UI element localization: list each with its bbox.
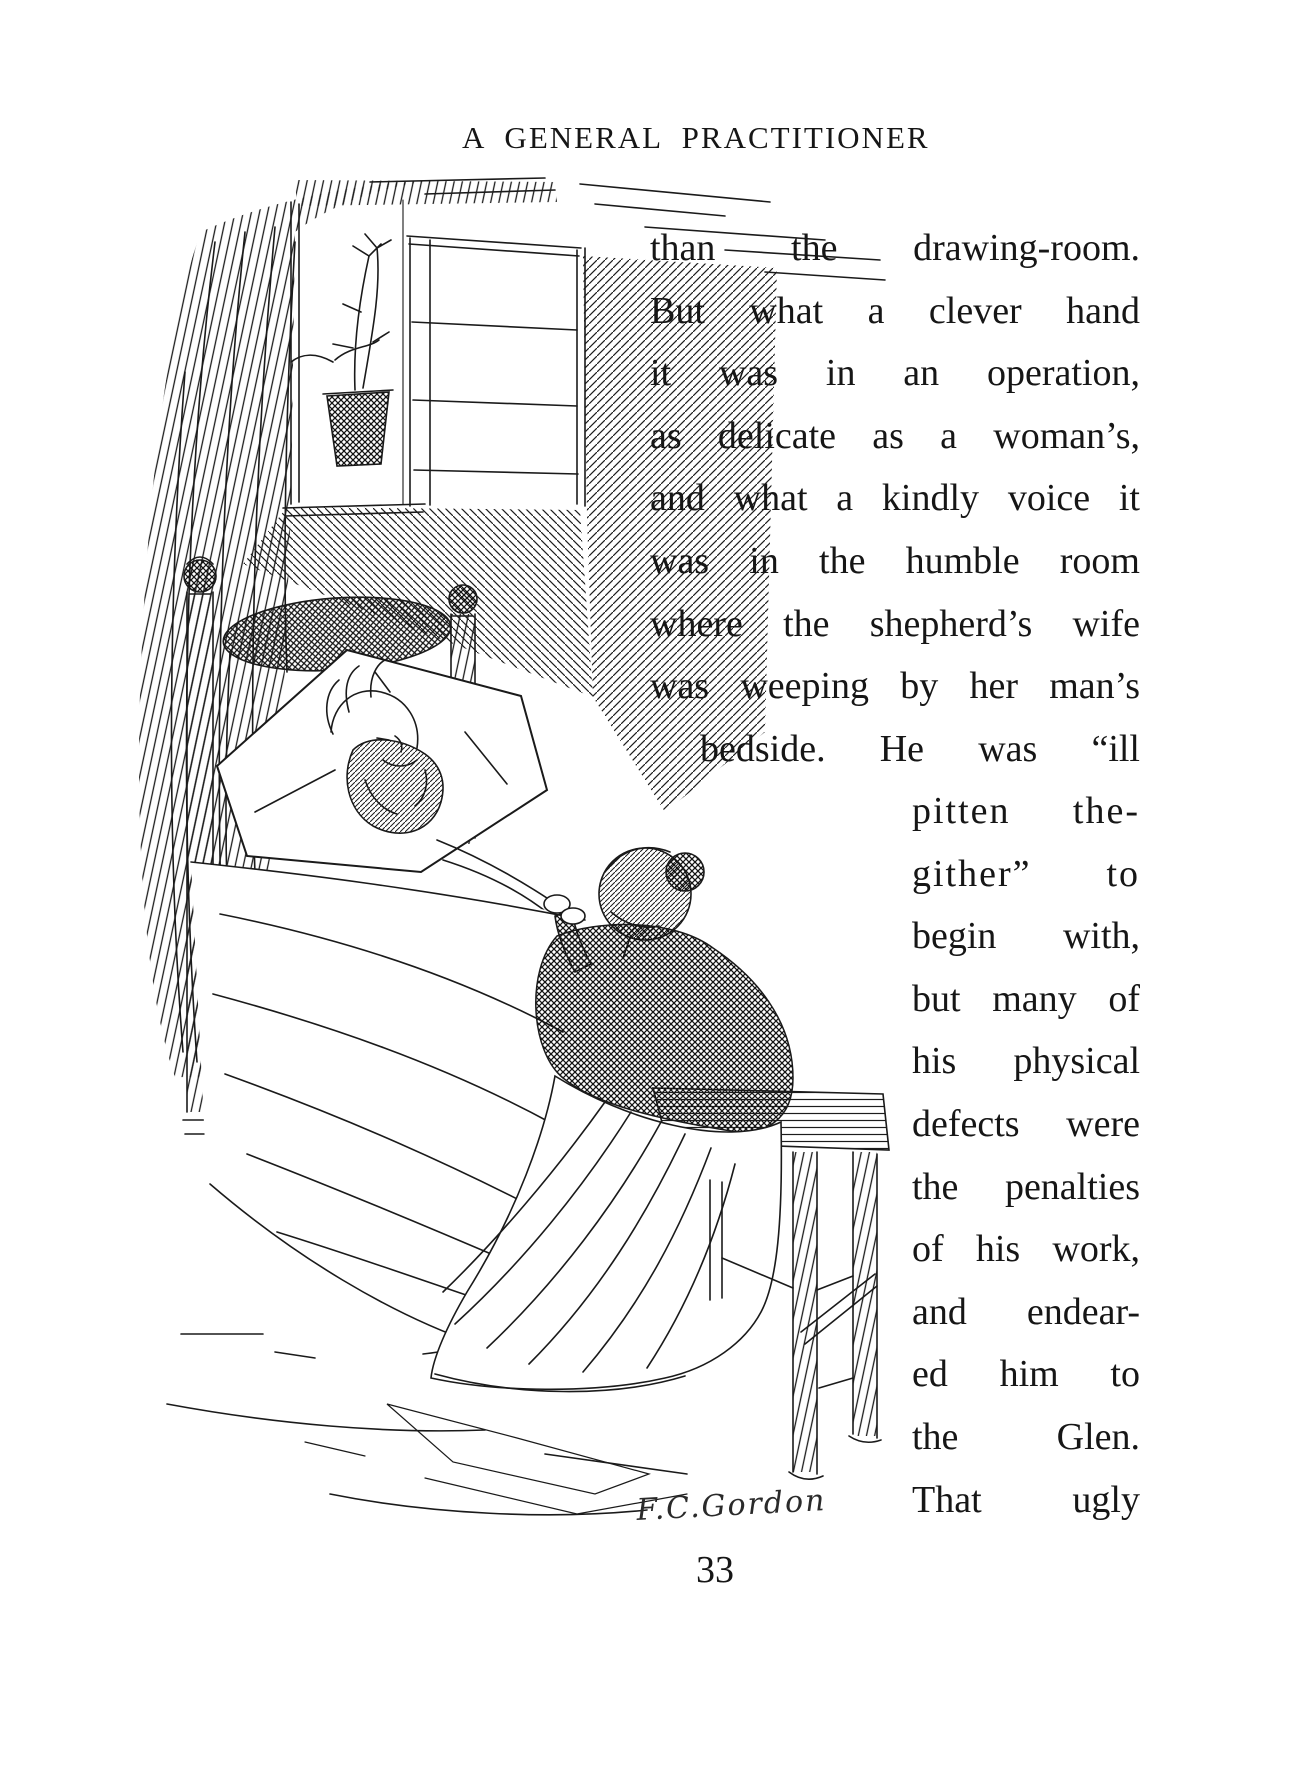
text-line: and endear- — [912, 1290, 1140, 1333]
text-line: pitten the- — [912, 790, 1140, 832]
page-number: 33 — [696, 1549, 734, 1591]
window — [283, 200, 585, 516]
text-line: the Glen. — [912, 1415, 1140, 1458]
text-line: was in the humble room — [650, 539, 1140, 582]
paper — [387, 1404, 649, 1494]
text-line: was weeping by her man’s — [650, 665, 1140, 708]
text-line: than the drawing-room. — [650, 227, 1140, 269]
text-line: it was in an operation, — [650, 352, 1140, 395]
potted-plant — [291, 234, 393, 466]
text-line: his physical — [912, 1040, 1140, 1083]
text-line: and what a kindly voice it — [650, 477, 1140, 520]
text-line: begin with, — [912, 915, 1140, 958]
running-header: A GENERAL PRACTITIONER — [462, 120, 930, 155]
text-line: gither” to — [912, 852, 1140, 895]
text-line: of his work, — [912, 1228, 1140, 1271]
body-text-narrow — [912, 780, 1140, 1531]
text-line: where the shepherd’s wife — [650, 602, 1140, 645]
text-line: the penalties — [912, 1165, 1140, 1208]
text-line: bedside. He was “ill — [700, 727, 1140, 770]
illustrator-signature: F.C.Gordon — [635, 1483, 828, 1528]
text-line: as delicate as a woman’s, — [650, 414, 1140, 457]
body-text-wide — [650, 217, 1140, 780]
text-line: but many of — [912, 977, 1140, 1020]
text-line: That ugly — [912, 1478, 1140, 1521]
text-line: defects were — [912, 1102, 1140, 1145]
text-line: ed him to — [912, 1353, 1140, 1396]
text-line: But what a clever hand — [650, 289, 1140, 332]
